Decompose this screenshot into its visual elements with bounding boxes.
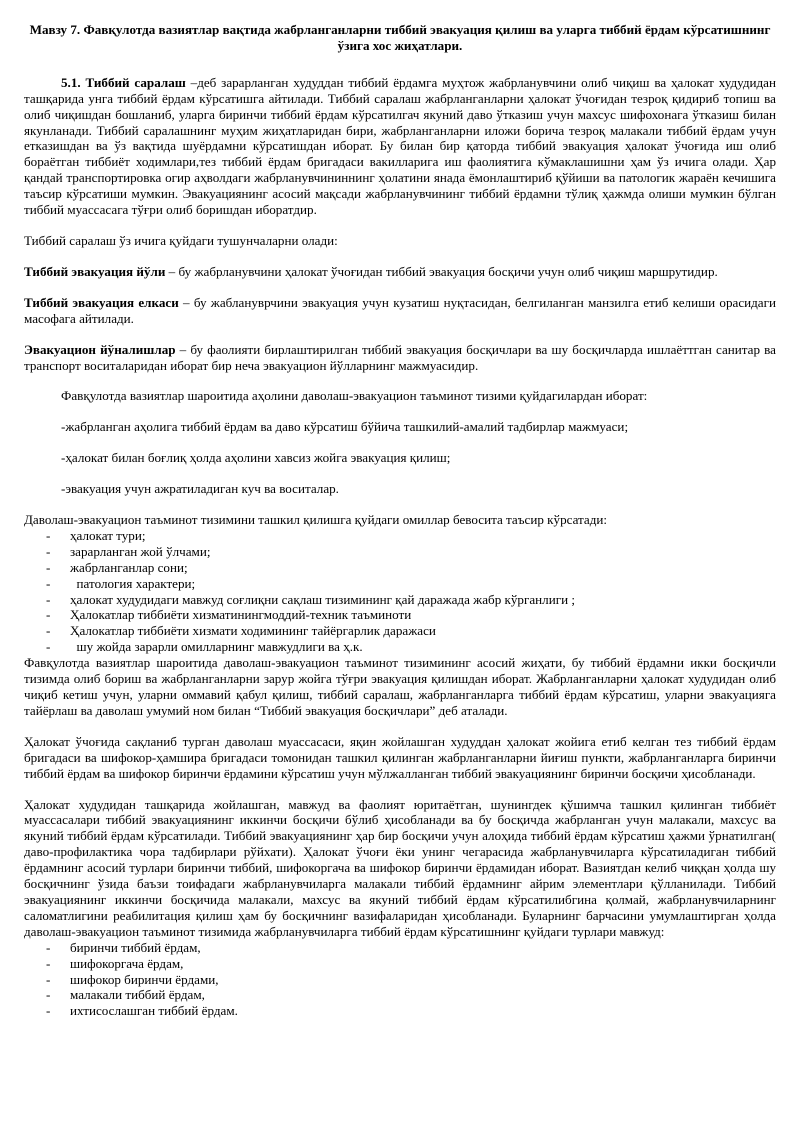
list-item-text: ҳалокат тури; <box>70 527 146 543</box>
factors-list <box>24 528 776 655</box>
bullet-dash: - <box>46 955 51 971</box>
definition-paragraph <box>24 295 776 327</box>
system-item: -эвакуация учун ажратиладиган куч ва воситалар. <box>61 481 339 497</box>
list-item <box>24 1003 776 1019</box>
bullet-dash: - <box>46 971 51 987</box>
list-item <box>24 623 776 639</box>
list-item-text: зарарланган жой ўлчами; <box>70 543 211 559</box>
list-item <box>24 956 776 972</box>
page-title: Мавзу 7. Фавқулотда вазиятлар вақтида жабрланганларни тиббий эвакуация қилиш ва уларга тиббий ёрдам кўрсатишнинг ўзига хос жиҳатлари. <box>29 22 771 53</box>
aid-types-list <box>24 940 776 1020</box>
list-item-text: патология характери; <box>70 575 196 591</box>
section-5-1-paragraph <box>24 75 776 218</box>
list-item <box>24 972 776 988</box>
bullet-dash: - <box>46 639 51 655</box>
bullet-dash: - <box>46 575 51 591</box>
second-stage-paragraph: Ҳалокат худудидан ташқарида жойлашган, мавжуд ва фаолият юритаётган, шунингдек қўшимча ташкил қилинган тиббиёт муассасалари тиббий эвакуациянинг иккинчи босқичи бўлиб ҳисобланади ва бу босқичда жабрланган учун малакали, махсус ва якуний тиббий ёрдам кўрсатилади. Тиббий эвакуациянинг ҳар бир босқичи учун алоҳида тиббий ёрдам кўрсатиш ҳажми ўрнатилган( даво-профилактика чора тадбирлари рўйхати). Ҳалокат ўчоғи ёки унинг чегарасида жабрланувчиларга кўрсатиладиган тиббий ёрдамнинг асосий турлари биринчи тиббий, шифокоргача ва шифокор биринчи ёрдамидан иборат. Вазиятдан келиб чиққан ҳолда шу босқичнинг ўзида баъзи тоифадаги жабрланувчиларга малакали тиббий ёрдамнинг айрим элементлари қўлланилади. Тиббий эвакуациянинг иккинчи босқичида малакали, махсус ва якуний тиббий ёрдам кўрсатилибгина қолмай, жабрланувчиларнинг саломатлигини реабилитация қилиш ҳам бу босқичнинг вазифаларидан ҳисобланади. Буларнинг барчасини умумлаштирган ҳолда даволаш-эвакуацион таъминот тизимида жабрланувчиларга тиббий ёрдам кўрсатишнинг қуйдаги турлари мавжуд: <box>24 796 776 939</box>
list-item-text: шифокор биринчи ёрдами, <box>70 971 219 987</box>
bullet-dash: - <box>46 543 51 559</box>
list-item <box>24 592 776 608</box>
definition-term: Тиббий эвакуация елкаси <box>24 294 179 310</box>
factors-intro: Даволаш-эвакуацион таъминот тизимини ташкил қилишга қуйдаги омиллар бевосита таъсир кўрсатади: <box>24 512 608 528</box>
list-item <box>24 639 776 655</box>
definition-text: – бу жабрланувчини ҳалокат ўчоғидан тиббий эвакуация босқичи учун олиб чиқиш маршрутидир. <box>165 263 718 279</box>
list-item <box>24 987 776 1003</box>
list-item <box>24 607 776 623</box>
definition-paragraph <box>24 342 776 374</box>
list-item-text: шу жойда зарарли омилларнинг мавжудлиги ва ҳ.к. <box>70 639 363 655</box>
bullet-dash: - <box>46 1003 51 1019</box>
list-item <box>24 560 776 576</box>
definition-text: – бу фаолияти бирлаштирилган тиббий эвакуация босқичлари ва шу босқичларда ишлаёттган санитар ва транспорт воситаларидан иборат бир неча эвакуацион йўлларнинг мажмуасидир. <box>24 341 776 373</box>
list-item-text: Ҳалокатлар тиббиёти хизмати ходимининг тайёргарлик даражаси <box>70 623 436 639</box>
list-item <box>24 576 776 592</box>
list-item-text: ҳалокат худудидаги мавжуд соғлиқни сақлаш тизимининг қай даражада жабр кўрганлиги ; <box>70 591 575 607</box>
list-item <box>24 940 776 956</box>
section-5-1-heading: 5.1. Тиббий саралаш <box>61 74 186 90</box>
definition-term: Эвакуацион йўналишлар <box>24 341 176 357</box>
concepts-intro: Тиббий саралаш ўз ичига қуйдаги тушунчаларни олади: <box>24 232 338 248</box>
bullet-dash: - <box>46 527 51 543</box>
section-5-1-text: –деб зарарланган худуддан тиббий ёрдамга муҳтож жабрланувчини олиб чиқиш ва ҳалокат худудидан ташқарида унга тиббий ёрдам кўрсатишга айтилади. Тиббий саралаш жабрланганларни ҳалокат ўчоғидан тезроқ қидириб топиш ва олиб чиқишдан бошланиб, уларга биринчи тиббий ёрдам кўрсатилгач якуний даво ўтказиш учун махсус шифохонага ўтказиш билан якунланади. Тиббий саралашнинг муҳим жиҳатларидан бири, жабрланганларни иложи борича тезроқ малакали тиббий ёрдам учун етказишдан ва ўз вақтида шуёрдамни кўрсатишдан иборат. Бу билан бир қаторда тиббий эвакуация ҳалокат ўчоғида иш олиб бораётган тиббиёт ходимлари,тез тиббий ёрдам бригадаси вакилларига иш фаолиятига кўмаклашишни ҳам ўз ичига олади. Ҳар қандай транспортировка огир аҳволдаги жабрланувчининнинг ҳолатини янада ёмонлаштириб қўйиши ва патологик жараён кечишига таъсир кўрсатиши мумкин. Эвакуациянинг асосий мақсади жабрланувчининг тиббий ёрдамни тўлиқ ҳажмда олиши мумкин бўлган тиббий муассасага тўғри олиб боришдан иборатдир. <box>24 74 777 218</box>
system-item: -ҳалокат билан боғлиқ ҳолда аҳолини хавсиз жойга эвакуация қилиш; <box>61 450 451 466</box>
definition-term: Тиббий эвакуация йўли <box>24 263 166 279</box>
bullet-dash: - <box>46 607 51 623</box>
list-item-text: малакали тиббий ёрдам, <box>70 987 205 1003</box>
list-item-text: Ҳалокатлар тиббиёти хизматинингмоддий-техник таъминоти <box>70 607 412 623</box>
list-item-text: жабрланганлар сони; <box>70 559 188 575</box>
list-item-text: ихтисослашган тиббий ёрдам. <box>70 1003 238 1019</box>
stages-paragraph: Фавқулотда вазиятлар шароитида даволаш-эвакуацион таъминот тизимининг асосий жиҳати, бу тиббий ёрдамни икки босқичли тизимда олиб бориш ва жабрланганларни зарур жойга тўғри эвакуация қилишдан иборат. Жабрланганларни ҳалокат худудидан олиб чиқиб кетиш учун, уларни оммавий қабул қилиш, тиббий саралаш, жабрланганларга тиббий ёрдам кўрсатиш, уларни эвакуацияга тайёрлаш ва даволаш умумий ном билан “Тиббий эвакуация босқичлари” деб аталади. <box>24 655 776 718</box>
bullet-dash: - <box>46 559 51 575</box>
bullet-dash: - <box>46 987 51 1003</box>
list-item-text: шифокоргача ёрдам, <box>70 955 184 971</box>
definition-paragraph <box>24 264 776 280</box>
bullet-dash: - <box>46 591 51 607</box>
bullet-dash: - <box>46 939 51 955</box>
bullet-dash: - <box>46 623 51 639</box>
first-stage-paragraph: Ҳалокат ўчоғида сақланиб турган даволаш муассасаси, яқин жойлашган худуддан ҳалокат жойига етиб келган тез тиббий ёрдам бригадаси ва шифокор-ҳамшира бригадаси томонидан ташкил қилинган жабрланганларни йиғиш пункти, жабрланганларга биринчи тиббий ёрдам ва шифокор биринчи ёрдамини кўрсатиш учун мўлжалланган тиббий эвакуациянинг биринчи босқичи ҳисобланади. <box>24 733 776 781</box>
list-item <box>24 528 776 544</box>
definition-text: – бу жаблануврчини эвакуация учун кузатиш нуқтасидан, белгиланган манзилга етиб келиши орасидаги масофага айтилади. <box>24 294 776 326</box>
system-item: -жабрланган аҳолига тиббий ёрдам ва даво кўрсатиш бўйича ташкилий-амалий тадбирлар мажмуаси; <box>61 419 629 435</box>
list-item-text: биринчи тиббий ёрдам, <box>70 939 201 955</box>
list-item <box>24 544 776 560</box>
system-intro: Фавқулотда вазиятлар шароитида аҳолини даволаш-эвакуацион таъминот тизими қуйдагилардан иборат: <box>61 388 648 404</box>
